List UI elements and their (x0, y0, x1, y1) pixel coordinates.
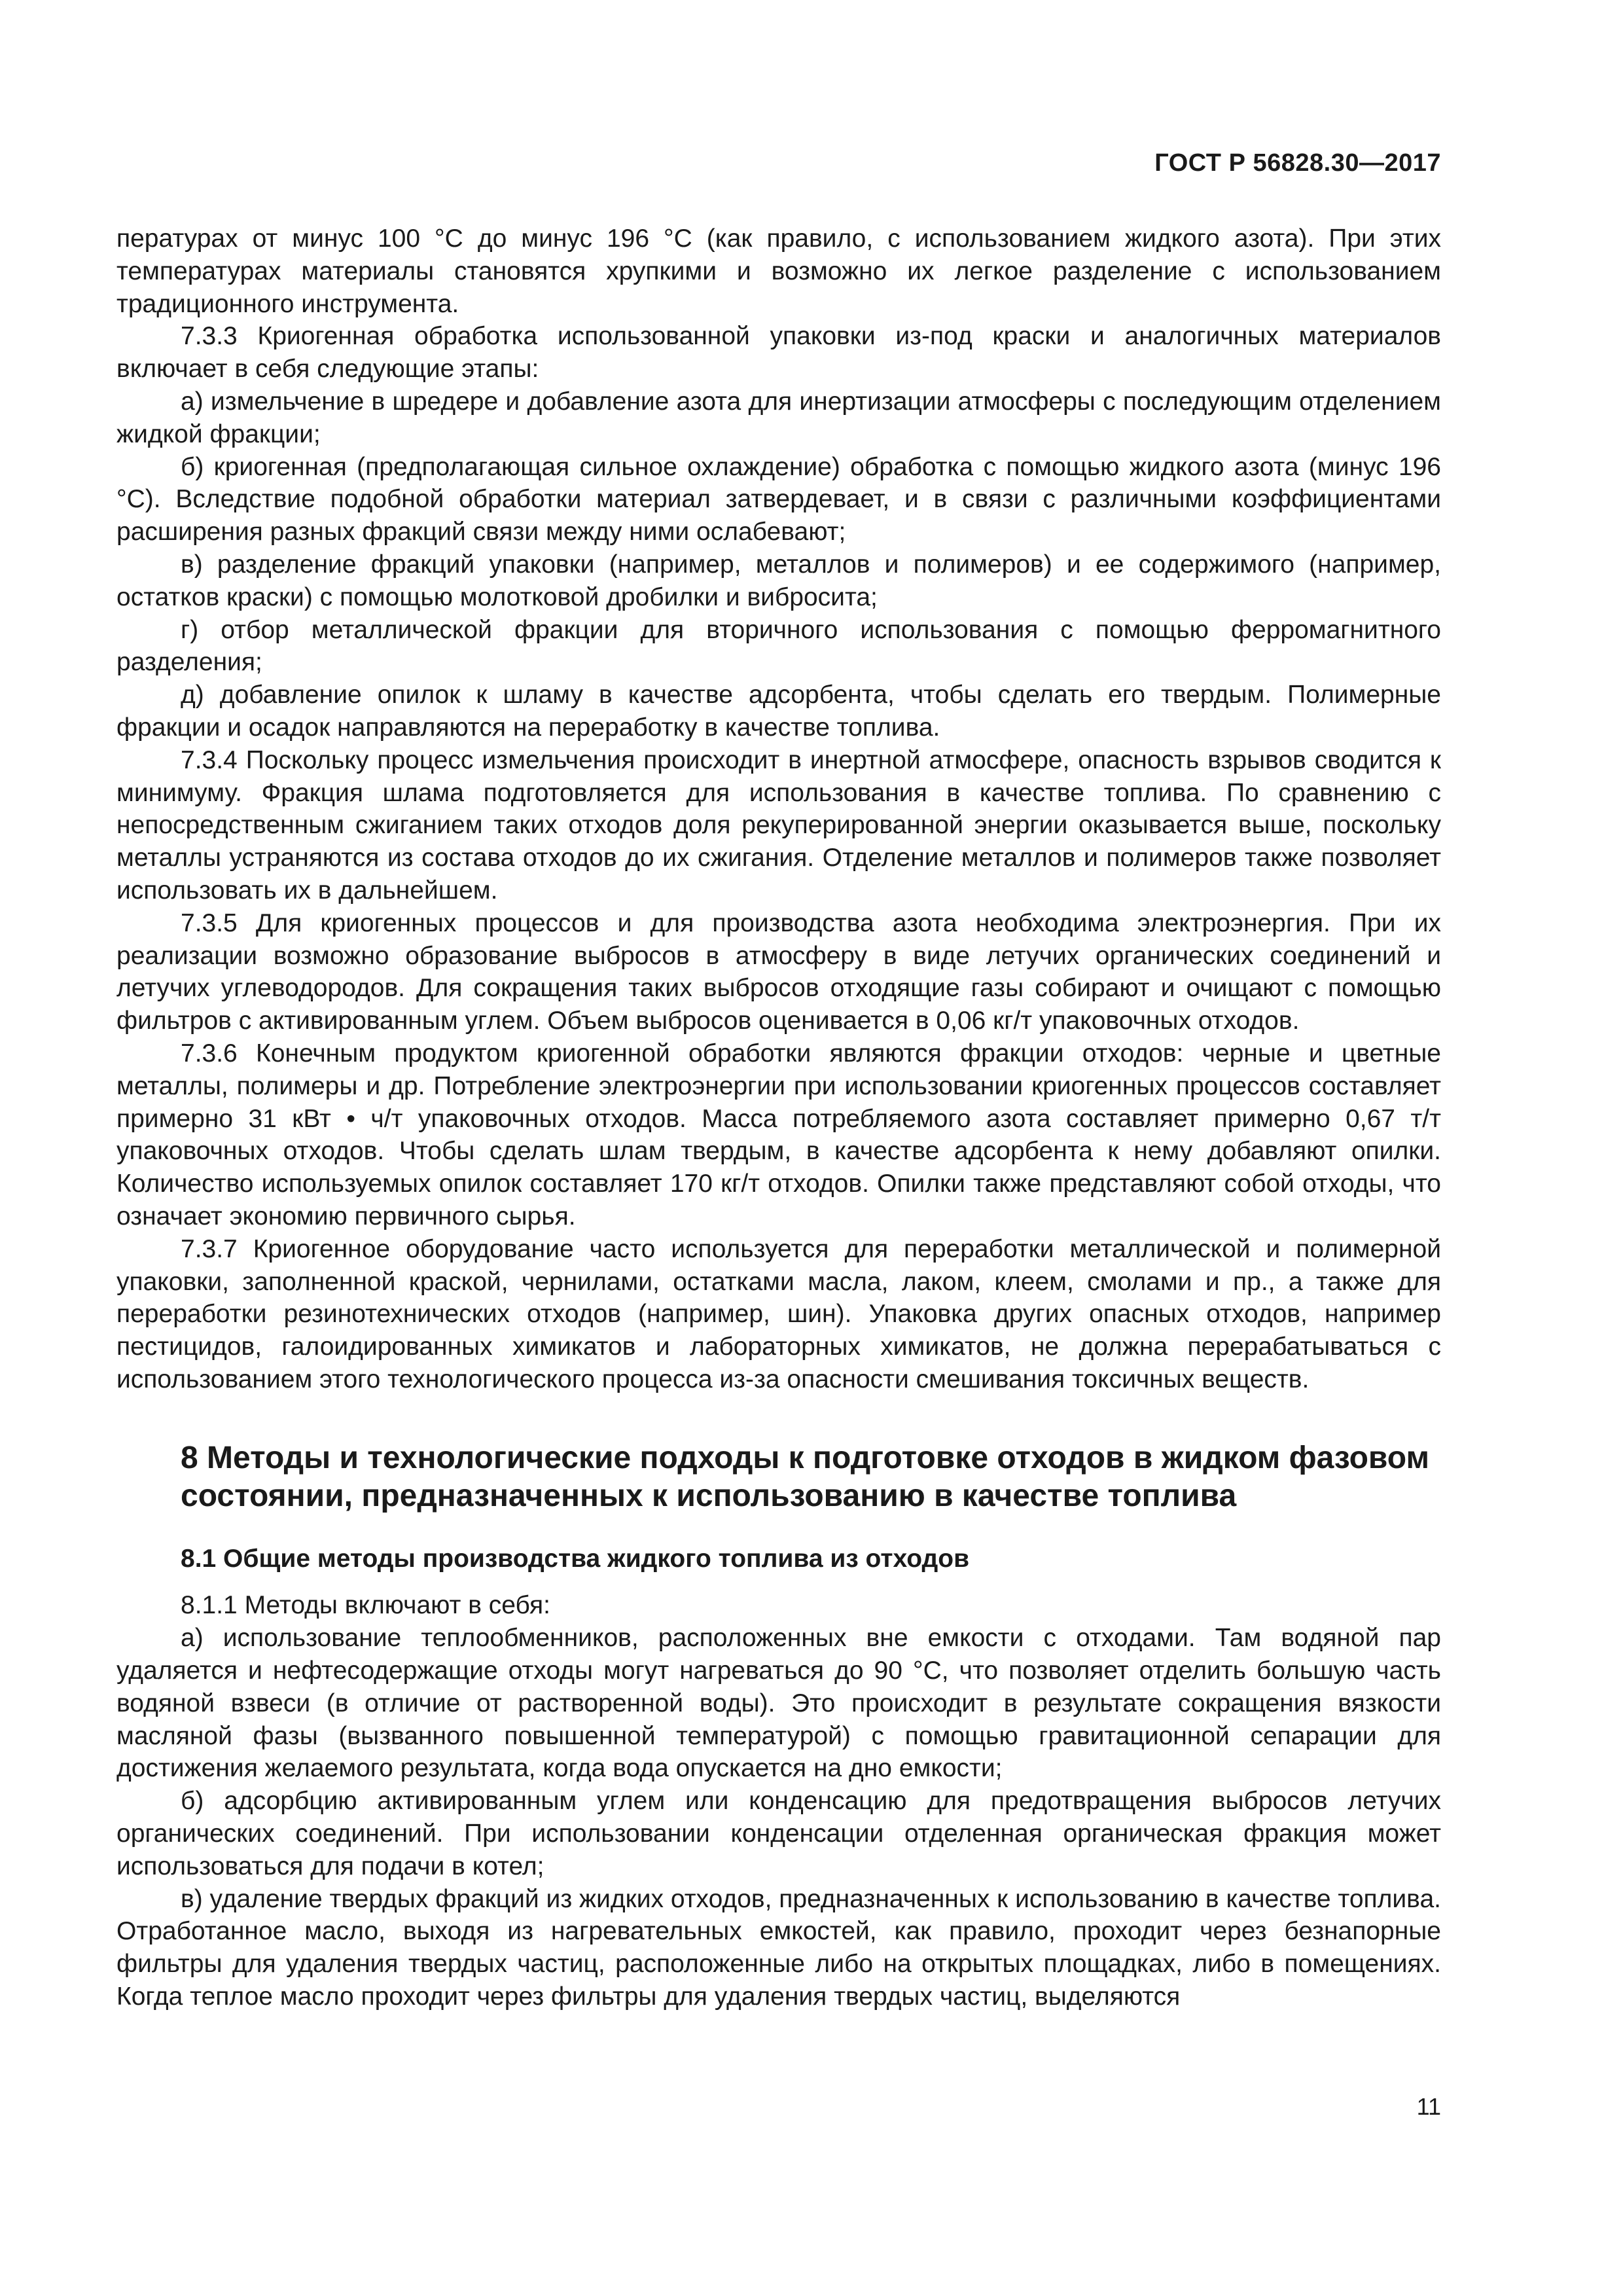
list-item-d: д) добавление опилок к шламу в качестве адсорбента, чтобы сделать его твердым. Полимерные фракции и осадок направляются на переработку в качестве топлива. (116, 681, 1441, 742)
subsection-8-1-heading: 8.1 Общие методы производства жидкого топлива из отходов (181, 1544, 970, 1573)
list-item-v: в) удаление твердых фракций из жидких отходов, предназначенных к использованию в качестве топлива. Отработанное масло, выходя из нагревательных емкостей, как правило, проходит через безнапорные фильтры для удаления твердых частиц, расположенные либо на открытых площадках, либо в помещениях. Когда теплое масло проходит через фильтры для удаления твердых частиц, выделяются (116, 1884, 1441, 2011)
page-number: 11 (1416, 2093, 1441, 2120)
paragraph-7-3-4: 7.3.4 Поскольку процесс измельчения происходит в инертной атмосфере, опасность взрывов сводится к минимуму. Фракция шлама подготовляется для использования в качестве топлива. По сравнению с непосредственным сжиганием таких отходов доля рекуперированной энергии оказывается выше, поскольку металлы устраняются из состава отходов до их сжигания. Отделение металлов и полимеров также позволяет использовать их в дальнейшем. (116, 745, 1441, 905)
paragraph-7-3-6: 7.3.6 Конечным продуктом криогенной обработки являются фракции отходов: черные и цветные металлы, полимеры и др. Потребление электроэнергии при использовании криогенных процессов составляет примерно 31 кВт • ч/т упаковочных отходов. Масса потребляемого азота составляет примерно 0,67 т/т упаковочных отходов. Чтобы сделать шлам твердым, в качестве адсорбента к нему добавляют опилки. Количество используемых опилок составляет 170 кг/т отходов. Опилки также представляют собой отходы, что означает экономию первичного сырья. (116, 1039, 1441, 1230)
list-item-a: а) использование теплообменников, расположенных вне емкости с отходами. Там водяной пар удаляется и нефтесодержащие отходы могут нагреваться до 90 °С, что позволяет отделить большую часть водяной взвеси (в отличие от растворенной воды). Это происходит в результате сокращения вязкости масляной фазы (вызванного повышенной температурой) с помощью гравитационной сепарации для достижения желаемого результата, когда вода опускается на дно емкости; (116, 1624, 1441, 1783)
standard-header: ГОСТ Р 56828.30—2017 (1154, 149, 1441, 177)
list-item-b: б) адсорбцию активированным углем или конденсацию для предотвращения выбросов летучих органических соединений. При использовании конденсации отделенная органическая фракция может использоваться для подачи в котел; (116, 1787, 1441, 1880)
paragraph-7-3-7: 7.3.7 Криогенное оборудование часто используется для переработки металлической и полимерной упаковки, заполненной краской, чернилами, остатками масла, лаком, клеем, смолами и пр., а также для переработки резинотехнических отходов (например, шин). Упаковка других опасных отходов, например пестицидов, галоидированных химикатов и лабораторных химикатов, не должна перерабатываться с использованием этого технологического процесса из-за опасности смешивания токсичных веществ. (116, 1234, 1441, 1393)
document-body (116, 223, 1441, 2013)
list-item-b: б) криогенная (предполагающая сильное охлаждение) обработка с помощью жидкого азота (минус 196 °С). Вследствие подобной обработки материал затвердевает, и в связи с различными коэффициентами расширения разных фракций связи между ними ослабевают; (116, 452, 1441, 547)
list-item-g: г) отбор металлической фракции для вторичного использования с помощью ферромагнитного разделения; (116, 615, 1441, 677)
paragraph-8-1-1: 8.1.1 Методы включают в себя: (181, 1591, 550, 1620)
paragraph-continuation: пературах от минус 100 °С до минус 196 °С (как правило, с использованием жидкого азота). При этих температурах материалы становятся хрупкими и возможно их легкое разделение с использованием традиционного инструмента. (116, 224, 1441, 318)
list-item-a: а) измельчение в шредере и добавление азота для инертизации атмосферы с последующим отделением жидкой фракции; (116, 387, 1441, 448)
section-8-heading: 8 Методы и технологические подходы к подготовке отходов в жидком фазовом состоянии, предназначенных к использованию в качестве топлива (181, 1440, 1429, 1513)
paragraph-7-3-3: 7.3.3 Криогенная обработка использованной упаковки из-под краски и аналогичных материалов включает в себя следующие этапы: (116, 322, 1441, 384)
list-item-v: в) разделение фракций упаковки (например, металлов и полимеров) и ее содержимого (например, остатков краски) с помощью молотковой дробилки и вибросита; (116, 550, 1441, 611)
paragraph-7-3-5: 7.3.5 Для криогенных процессов и для производства азота необходима электроэнергия. При их реализации возможно образование выбросов в атмосферу в виде летучих органических соединений и летучих углеводородов. Для сокращения таких выбросов отходящие газы собирают и очищают с помощью фильтров с активированным углем. Объем выбросов оценивается в 0,06 кг/т упаковочных отходов. (116, 908, 1441, 1035)
